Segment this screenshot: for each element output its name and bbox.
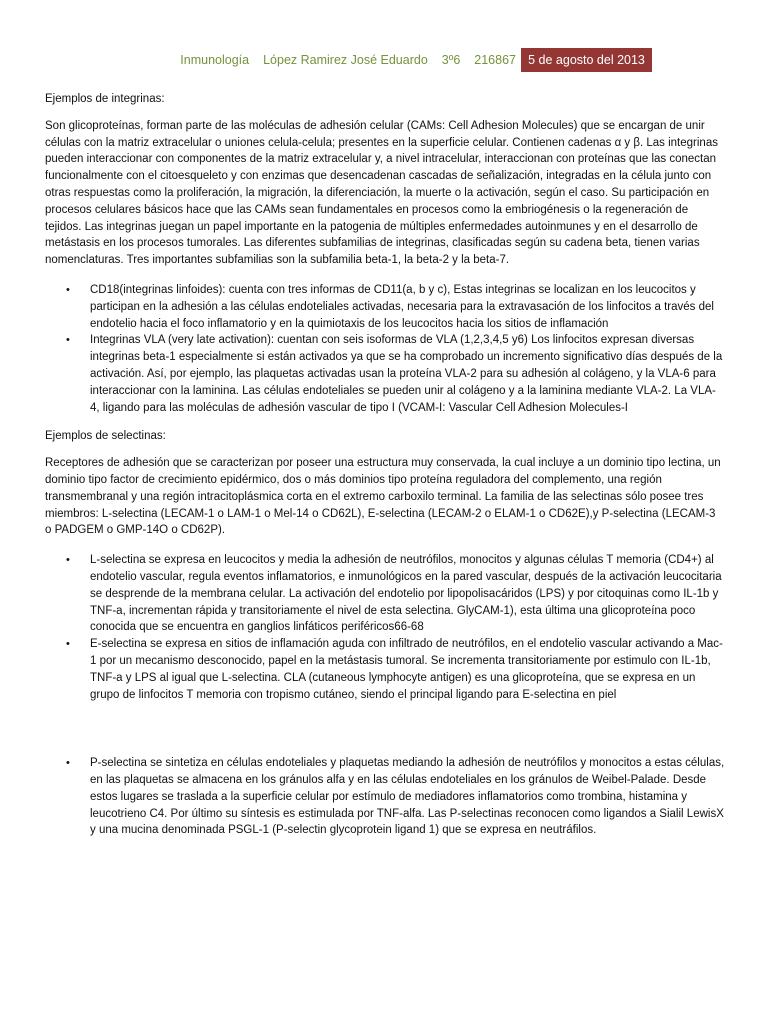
list-item <box>45 755 725 839</box>
selectinas-list <box>45 552 725 703</box>
bullet-icon: • <box>66 283 70 296</box>
header-date: 5 de agosto del 2013 <box>521 48 652 72</box>
header-info <box>180 48 516 72</box>
selectinas-list-continued <box>45 755 725 839</box>
selectinas-paragraph: Receptores de adhesión que se caracterizan por poseer una estructura muy conservada, la cual incluye a un dominio tipo lectina, un dominio tipo factor de crecimiento epidérmico, dos o más dominios tipo proteína reguladora del complemento, una región transmembranal y una región intracitoplásmica corta en el extremo carboxilo terminal. La familia de las selectinas sólo posee tres miembros: L-selectina (LECAM-1 o LAM-1 o Mel-14 o CD62L), E-selectina (LECAM-2 o ELAM-1 o CD62E),y P-selectina (LECAM-3 o PADGEM o GMP-14O o CD62P). <box>45 457 721 537</box>
integrinas-heading: Ejemplos de integrinas: <box>45 93 165 105</box>
page-header <box>0 48 768 72</box>
list-item-text: P-selectina se sintetiza en células endoteliales y plaquetas mediando la adhesión de neutrófilos y monocitos a estas células, en las plaquetas se almacena en los gránulos alfa y en las células endoteliales en los gránulos de Weibel-Palade. Desde estos lugares se traslada a la superficie celular por estímulo de mediadores inflamatorios como trombina, histamina y leucotrieno C4. Por último su síntesis es estimulada por TNF-alfa. Las P-selectinas reconocen como ligandos a Sialil LewisX y una mucina denominada PSGL-1 (P-selectin glycoprotein ligand 1) que se expresa en neutráfilos. <box>90 757 725 837</box>
integrinas-paragraph: Son glicoproteínas, forman parte de las moléculas de adhesión celular (CAMs: Cell Adhesion Molecules) que se encargan de unir células con la matriz extracelular o uniones celula-celula; presentes en la superficie celular. Contienen cadenas α y β. Las integrinas pueden interaccionar con componentes de la matriz extracelular y, a nivel intracelular, interaccionan con proteínas que las conectan funcionalmente con el citoesqueleto y con enzimas que desencadenan cascadas de señalización, integradas en la célula junto con otras respuestas como la proliferación, la migración, la diferenciación, la muerte o la activación, según el caso. Su participación en procesos celulares básicos hace que las CAMs sean fundamentales en procesos como la embriogénesis o la regeneración de tejidos. Las integrinas juegan un papel importante en la patogenia de múltiples enfermedades autoinmunes y en el desarrollo de metástasis en los procesos tumorales. Las diferentes subfamilias de integrinas, clasificadas según su cadena beta, tienen varias nomenclaturas. Tres importantes subfamilias son la subfamilia beta-1, la beta-2 y la beta-7. <box>45 119 718 267</box>
header-group: 3º6 <box>441 53 461 67</box>
header-id: 216867 <box>474 53 516 67</box>
document-body <box>45 91 725 851</box>
list-item <box>45 282 725 332</box>
list-item-text: CD18(integrinas linfoides): cuenta con tres informas de CD11(a, b y c), Estas integrinas se localizan en los leucocitos y participan en la adhesión a las células endoteliales activadas, necesaria para la extravasación de los linfocitos a través del endotelio hacia el foco inflamatorio y en la quimiotaxis de los leucocitos hacia los sitios de inflamación <box>90 283 714 330</box>
bullet-icon: • <box>66 638 70 651</box>
list-item-text: Integrinas VLA (very late activation): cuentan con seis isoformas de VLA (1,2,3,4,5 y6) Los linfocitos expresan diversas integrinas beta-1 especialmente si están activados ya que se ha comprobado un incremento significativo días después de la activación. Así, por ejemplo, las plaquetas activadas usan la proteína VLA-2 para su adhesión al colágeno, y la VLA-6 para interaccionar con la laminina. Las células endoteliales se pueden unir al colágeno y a la laminina mediante VLA-2. La VLA-4, ligando para las moléculas de adhesión vascular de tipo I (VCAM-I: Vascular Cell Adhesion Molecules-I <box>90 334 723 414</box>
selectinas-heading: Ejemplos de selectinas: <box>45 430 166 443</box>
header-author: López Ramirez José Eduardo <box>263 53 428 67</box>
list-item-text: L-selectina se expresa en leucocitos y media la adhesión de neutrófilos, monocitos y algunas células T memoria (CD4+) al endotelio vascular, regula eventos inflamatorios, e inmunológicos en la pared vascular, después de la activación leucocitaria se desprende de la membrana celular. La activación del endotelio por lipopolisacáridos (LPS) y por citoquinas como IL-1b y TNF-a, incrementan rápida y transitoriamente el nivel de esta selectina. GlyCAM-1), esta última una glicoproteína poco conocida que se encuentra en ganglios linfáticos periféricos66-68 <box>90 554 722 634</box>
list-item <box>45 636 725 703</box>
bullet-icon: • <box>66 334 70 347</box>
list-item <box>45 552 725 636</box>
bullet-icon: • <box>66 554 70 567</box>
list-item-text: E-selectina se expresa en sitios de inflamación aguda con infiltrado de neutrófilos, en el endotelio vascular activando a Mac-1 por un mecanismo desconocido, papel en la metástasis tumoral. Se incrementa transitoriamente por estimulo con IL-1b, TNF-a y LPS al igual que L-selectina. CLA (cutaneous lymphocyte antigen) es una glicoproteína, que se expresa en un grupo de linfocitos T memoria con tropismo cutáneo, siendo el principal ligando para E-selectina en piel <box>90 638 723 701</box>
integrinas-list <box>45 282 725 416</box>
blank-space <box>45 715 725 755</box>
header-subject: Inmunología <box>180 53 250 67</box>
list-item <box>45 332 725 416</box>
bullet-icon: • <box>66 757 70 770</box>
